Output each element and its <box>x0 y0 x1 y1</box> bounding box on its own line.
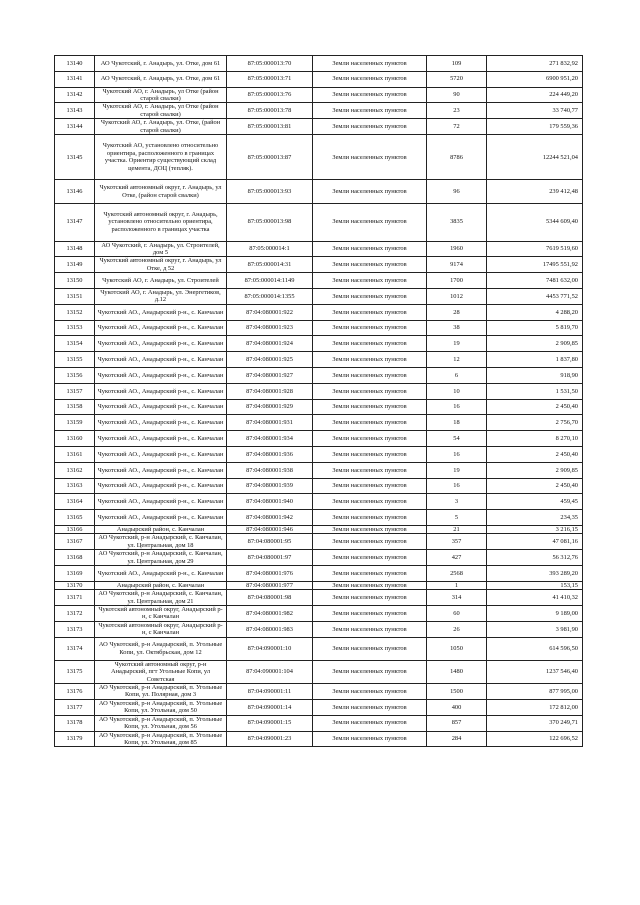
cadastral-number-cell: 87:04:090001:11 <box>227 684 313 700</box>
address-cell: Чукотский АО, г. Анадырь, ул Отке (район старой свалки) <box>95 87 227 103</box>
cadastral-value-cell: 1 837,80 <box>487 352 583 368</box>
address-cell: АО Чукотский, р-н Анадырский, п. Угольные Копи, ул. Угольная, дом 50 <box>95 699 227 715</box>
land-category-cell: Земли населенных пунктов <box>313 71 427 87</box>
table-row <box>55 431 583 447</box>
land-category-cell: Земли населенных пунктов <box>313 289 427 305</box>
table-row <box>55 399 583 415</box>
table-row <box>55 526 583 534</box>
area-cell: 21 <box>427 526 487 534</box>
table-row <box>55 684 583 700</box>
address-cell: Чукотский АО, г. Анадырь, ул Отке (район старой свалки) <box>95 103 227 119</box>
table-row <box>55 304 583 320</box>
cadastral-number-cell: 87:04:090001:14 <box>227 699 313 715</box>
cadastral-number-cell: 87:04:080001:977 <box>227 581 313 589</box>
cadastral-number-cell: 87:05:000013:70 <box>227 56 313 72</box>
row-number: 13170 <box>55 581 95 589</box>
cadastral-number-cell: 87:04:080001:939 <box>227 478 313 494</box>
table-row <box>55 606 583 622</box>
area-cell: 19 <box>427 336 487 352</box>
row-number: 13175 <box>55 660 95 683</box>
row-number: 13144 <box>55 119 95 135</box>
cadastral-value-cell: 47 081,16 <box>487 534 583 550</box>
cadastral-number-cell: 87:04:080001:95 <box>227 534 313 550</box>
address-cell: АО Чукотский, р-н Анадырский, п. Угольные Копи, ул. Угольная, дом 85 <box>95 731 227 747</box>
land-category-cell: Земли населенных пунктов <box>313 203 427 241</box>
area-cell: 6 <box>427 368 487 384</box>
table-row <box>55 241 583 257</box>
row-number: 13176 <box>55 684 95 700</box>
table-row <box>55 289 583 305</box>
cadastral-number-cell: 87:05:000013:78 <box>227 103 313 119</box>
cadastral-number-cell: 87:05:000013:81 <box>227 119 313 135</box>
land-category-cell: Земли населенных пунктов <box>313 637 427 660</box>
area-cell: 26 <box>427 621 487 637</box>
cadastral-value-cell: 877 995,00 <box>487 684 583 700</box>
cadastral-value-cell: 459,45 <box>487 494 583 510</box>
area-cell: 3 <box>427 494 487 510</box>
land-category-cell: Земли населенных пунктов <box>313 257 427 273</box>
cadastral-number-cell: 87:04:080001:924 <box>227 336 313 352</box>
cadastral-value-cell: 8 270,10 <box>487 431 583 447</box>
table-row <box>55 119 583 135</box>
table-row <box>55 383 583 399</box>
row-number: 13168 <box>55 550 95 566</box>
cadastral-value-cell: 17495 551,92 <box>487 257 583 273</box>
table-row <box>55 566 583 582</box>
cadastral-number-cell: 87:04:080001:923 <box>227 320 313 336</box>
address-cell: Чукотский АО., Анадырский р-н., с. Канчалан <box>95 447 227 463</box>
address-cell: Чукотский АО., Анадырский р-н., с. Канчалан <box>95 415 227 431</box>
cadastral-value-cell: 3 216,15 <box>487 526 583 534</box>
cadastral-number-cell: 87:04:080001:98 <box>227 590 313 606</box>
land-category-cell: Земли населенных пунктов <box>313 621 427 637</box>
land-category-cell: Земли населенных пунктов <box>313 550 427 566</box>
land-category-cell: Земли населенных пунктов <box>313 304 427 320</box>
table-row <box>55 510 583 526</box>
land-category-cell: Земли населенных пунктов <box>313 135 427 180</box>
cadastral-value-cell: 2 450,40 <box>487 478 583 494</box>
cadastral-number-cell: 87:04:090001:104 <box>227 660 313 683</box>
cadastral-value-cell: 393 289,20 <box>487 566 583 582</box>
cadastral-value-cell: 239 412,48 <box>487 180 583 203</box>
address-cell: АО Чукотский, г. Анадырь, ул. Отке, дом 61 <box>95 56 227 72</box>
cadastral-value-cell: 271 832,92 <box>487 56 583 72</box>
row-number: 13147 <box>55 203 95 241</box>
area-cell: 3835 <box>427 203 487 241</box>
area-cell: 1500 <box>427 684 487 700</box>
address-cell: Чукотский АО., Анадырский р-н., с. Канчалан <box>95 320 227 336</box>
table-row <box>55 273 583 289</box>
land-category-cell: Земли населенных пунктов <box>313 273 427 289</box>
land-category-cell: Земли населенных пунктов <box>313 606 427 622</box>
land-category-cell: Земли населенных пунктов <box>313 715 427 731</box>
cadastral-value-cell: 179 559,36 <box>487 119 583 135</box>
address-cell: Чукотский АО., Анадырский р-н., с. Канчалан <box>95 336 227 352</box>
table-row <box>55 581 583 589</box>
area-cell: 857 <box>427 715 487 731</box>
cadastral-number-cell: 87:04:080001:942 <box>227 510 313 526</box>
address-cell: Чукотский АО, г. Анадырь, ул. Отке, (район старой свалки) <box>95 119 227 135</box>
address-cell: Чукотский автономный округ, г. Анадырь, ул Отке, д 52 <box>95 257 227 273</box>
cadastral-value-cell: 2 450,40 <box>487 399 583 415</box>
table-row <box>55 447 583 463</box>
cadastral-value-cell: 7481 632,00 <box>487 273 583 289</box>
row-number: 13151 <box>55 289 95 305</box>
cadastral-value-cell: 9 189,00 <box>487 606 583 622</box>
address-cell: Чукотский автономный округ, Анадырский р-н, с Канчалан <box>95 621 227 637</box>
area-cell: 400 <box>427 699 487 715</box>
row-number: 13140 <box>55 56 95 72</box>
row-number: 13159 <box>55 415 95 431</box>
row-number: 13179 <box>55 731 95 747</box>
land-category-cell: Земли населенных пунктов <box>313 399 427 415</box>
area-cell: 284 <box>427 731 487 747</box>
cadastral-value-cell: 12244 521,04 <box>487 135 583 180</box>
area-cell: 90 <box>427 87 487 103</box>
table-row <box>55 56 583 72</box>
area-cell: 54 <box>427 431 487 447</box>
row-number: 13142 <box>55 87 95 103</box>
cadastral-number-cell: 87:04:090001:10 <box>227 637 313 660</box>
area-cell: 23 <box>427 103 487 119</box>
row-number: 13171 <box>55 590 95 606</box>
area-cell: 5 <box>427 510 487 526</box>
table-row <box>55 336 583 352</box>
cadastral-number-cell: 87:04:080001:976 <box>227 566 313 582</box>
address-cell: Чукотский автономный округ, Анадырский р-н, с Канчалан <box>95 606 227 622</box>
cadastral-value-cell: 2 909,85 <box>487 336 583 352</box>
cadastral-number-cell: 87:05:000014:1355 <box>227 289 313 305</box>
area-cell: 1960 <box>427 241 487 257</box>
area-cell: 1050 <box>427 637 487 660</box>
area-cell: 16 <box>427 478 487 494</box>
address-cell: Чукотский АО., Анадырский р-н., с. Канчалан <box>95 352 227 368</box>
land-category-cell: Земли населенных пунктов <box>313 699 427 715</box>
table-row <box>55 180 583 203</box>
row-number: 13156 <box>55 368 95 384</box>
cadastral-value-cell: 4 288,20 <box>487 304 583 320</box>
cadastral-value-cell: 122 696,52 <box>487 731 583 747</box>
cadastral-number-cell: 87:04:080001:983 <box>227 621 313 637</box>
area-cell: 427 <box>427 550 487 566</box>
land-category-cell: Земли населенных пунктов <box>313 368 427 384</box>
table-row <box>55 320 583 336</box>
row-number: 13141 <box>55 71 95 87</box>
cadastral-value-cell: 33 740,77 <box>487 103 583 119</box>
table-row <box>55 368 583 384</box>
row-number: 13177 <box>55 699 95 715</box>
cadastral-value-cell: 2 756,70 <box>487 415 583 431</box>
cadastral-number-cell: 87:05:000014:1149 <box>227 273 313 289</box>
land-category-cell: Земли населенных пунктов <box>313 581 427 589</box>
area-cell: 28 <box>427 304 487 320</box>
land-category-cell: Земли населенных пунктов <box>313 447 427 463</box>
table-row <box>55 87 583 103</box>
table-row <box>55 534 583 550</box>
row-number: 13143 <box>55 103 95 119</box>
table-row <box>55 415 583 431</box>
cadastral-value-cell: 1237 546,40 <box>487 660 583 683</box>
land-category-cell: Земли населенных пунктов <box>313 590 427 606</box>
address-cell: Чукотский АО., Анадырский р-н., с. Канчалан <box>95 494 227 510</box>
address-cell: АО Чукотский, р-н Анадырский, п. Угольные Копи, ул. Октябрьская, дом 12 <box>95 637 227 660</box>
row-number: 13150 <box>55 273 95 289</box>
land-category-cell: Земли населенных пунктов <box>313 336 427 352</box>
cadastral-number-cell: 87:04:080001:922 <box>227 304 313 320</box>
row-number: 13146 <box>55 180 95 203</box>
row-number: 13165 <box>55 510 95 526</box>
cadastral-value-cell: 6900 951,20 <box>487 71 583 87</box>
row-number: 13148 <box>55 241 95 257</box>
land-category-cell: Земли населенных пунктов <box>313 119 427 135</box>
table-row <box>55 478 583 494</box>
table-row <box>55 715 583 731</box>
cadastral-value-cell: 56 312,76 <box>487 550 583 566</box>
row-number: 13157 <box>55 383 95 399</box>
cadastral-number-cell: 87:04:080001:982 <box>227 606 313 622</box>
cadastral-number-cell: 87:05:000013:98 <box>227 203 313 241</box>
row-number: 13167 <box>55 534 95 550</box>
land-category-cell: Земли населенных пунктов <box>313 478 427 494</box>
address-cell: АО Чукотский, р-н Анадырский, с. Канчалан, ул. Центральная, дом 18 <box>95 534 227 550</box>
table-row <box>55 257 583 273</box>
area-cell: 16 <box>427 399 487 415</box>
table-row <box>55 637 583 660</box>
land-category-cell: Земли населенных пунктов <box>313 180 427 203</box>
cadastral-value-cell: 153,15 <box>487 581 583 589</box>
cadastral-value-cell: 234,35 <box>487 510 583 526</box>
area-cell: 10 <box>427 383 487 399</box>
row-number: 13164 <box>55 494 95 510</box>
cadastral-number-cell: 87:04:090001:23 <box>227 731 313 747</box>
area-cell: 1480 <box>427 660 487 683</box>
cadastral-number-cell: 87:04:080001:936 <box>227 447 313 463</box>
area-cell: 8786 <box>427 135 487 180</box>
area-cell: 18 <box>427 415 487 431</box>
address-cell: Чукотский АО., Анадырский р-н., с. Канчалан <box>95 383 227 399</box>
cadastral-number-cell: 87:04:080001:925 <box>227 352 313 368</box>
cadastral-number-cell: 87:05:000013:76 <box>227 87 313 103</box>
address-cell: Чукотский АО., Анадырский р-н., с. Канчалан <box>95 566 227 582</box>
land-category-cell: Земли населенных пунктов <box>313 462 427 478</box>
cadastral-value-cell: 2 450,40 <box>487 447 583 463</box>
address-cell: АО Чукотский, г. Анадырь, ул. Строителей, дом 5 <box>95 241 227 257</box>
area-cell: 19 <box>427 462 487 478</box>
table-row <box>55 135 583 180</box>
row-number: 13154 <box>55 336 95 352</box>
address-cell: Чукотский АО., Анадырский р-н., с. Канчалан <box>95 431 227 447</box>
land-category-cell: Земли населенных пунктов <box>313 87 427 103</box>
land-category-cell: Земли населенных пунктов <box>313 566 427 582</box>
address-cell: Чукотский АО, г. Анадырь, ул. Энергетиков, д.12 <box>95 289 227 305</box>
area-cell: 1700 <box>427 273 487 289</box>
row-number: 13162 <box>55 462 95 478</box>
land-category-cell: Земли населенных пунктов <box>313 684 427 700</box>
land-category-cell: Земли населенных пунктов <box>313 241 427 257</box>
land-category-cell: Земли населенных пунктов <box>313 320 427 336</box>
cadastral-number-cell: 87:05:000014:31 <box>227 257 313 273</box>
row-number: 13166 <box>55 526 95 534</box>
table-row <box>55 203 583 241</box>
area-cell: 2568 <box>427 566 487 582</box>
table-row <box>55 590 583 606</box>
cadastral-value-cell: 1 531,50 <box>487 383 583 399</box>
area-cell: 5720 <box>427 71 487 87</box>
land-category-cell: Земли населенных пунктов <box>313 56 427 72</box>
cadastral-value-cell: 224 449,20 <box>487 87 583 103</box>
land-category-cell: Земли населенных пунктов <box>313 103 427 119</box>
cadastral-value-cell: 918,90 <box>487 368 583 384</box>
table-row <box>55 462 583 478</box>
address-cell: Чукотский АО., Анадырский р-н., с. Канчалан <box>95 304 227 320</box>
cadastral-number-cell: 87:04:080001:938 <box>227 462 313 478</box>
table-body <box>55 56 583 747</box>
address-cell: Анадырский район, с. Канчалан <box>95 526 227 534</box>
row-number: 13160 <box>55 431 95 447</box>
area-cell: 314 <box>427 590 487 606</box>
cadastral-number-cell: 87:05:000013:71 <box>227 71 313 87</box>
area-cell: 1012 <box>427 289 487 305</box>
area-cell: 9174 <box>427 257 487 273</box>
row-number: 13163 <box>55 478 95 494</box>
cadastral-number-cell: 87:04:080001:927 <box>227 368 313 384</box>
area-cell: 16 <box>427 447 487 463</box>
cadastral-value-cell: 3 981,90 <box>487 621 583 637</box>
cadastral-number-cell: 87:05:000013:87 <box>227 135 313 180</box>
area-cell: 357 <box>427 534 487 550</box>
land-category-cell: Земли населенных пунктов <box>313 510 427 526</box>
cadastral-value-cell: 614 596,50 <box>487 637 583 660</box>
table-row <box>55 71 583 87</box>
address-cell: Анадырский район, с. Канчалан <box>95 581 227 589</box>
address-cell: Чукотский АО., Анадырский р-н., с. Канчалан <box>95 399 227 415</box>
table-row <box>55 550 583 566</box>
address-cell: Чукотский АО, г. Анадырь, ул. Строителей <box>95 273 227 289</box>
table-row <box>55 660 583 683</box>
area-cell: 96 <box>427 180 487 203</box>
cadastral-value-cell: 41 410,32 <box>487 590 583 606</box>
address-cell: Чукотский автономный округ, г. Анадырь, установлено относительно ориентира, расположенного в границах участка <box>95 203 227 241</box>
row-number: 13173 <box>55 621 95 637</box>
address-cell: Чукотский АО., Анадырский р-н., с. Канчалан <box>95 478 227 494</box>
address-cell: Чукотский АО., Анадырский р-н., с. Канчалан <box>95 510 227 526</box>
address-cell: Чукотский автономный округ, р-н Анадырский, пгт Угольные Копи, ул Советская <box>95 660 227 683</box>
land-category-cell: Земли населенных пунктов <box>313 494 427 510</box>
land-category-cell: Земли населенных пунктов <box>313 660 427 683</box>
address-cell: АО Чукотский, р-н Анадырский, п. Угольные Копи, ул. Полярная, дом 3 <box>95 684 227 700</box>
cadastral-number-cell: 87:04:080001:97 <box>227 550 313 566</box>
row-number: 13145 <box>55 135 95 180</box>
table-row <box>55 621 583 637</box>
area-cell: 12 <box>427 352 487 368</box>
land-category-cell: Земли населенных пунктов <box>313 415 427 431</box>
address-cell: АО Чукотский, г. Анадырь, ул. Отке, дом 61 <box>95 71 227 87</box>
address-cell: АО Чукотский, р-н Анадырский, п. Угольные Копи, ул. Угольная, дом 56 <box>95 715 227 731</box>
cadastral-value-cell: 370 249,71 <box>487 715 583 731</box>
row-number: 13149 <box>55 257 95 273</box>
cadastral-number-cell: 87:04:080001:940 <box>227 494 313 510</box>
row-number: 13169 <box>55 566 95 582</box>
cadastral-number-cell: 87:04:080001:931 <box>227 415 313 431</box>
land-category-cell: Земли населенных пунктов <box>313 526 427 534</box>
table-row <box>55 103 583 119</box>
cadastral-value-cell: 5344 609,40 <box>487 203 583 241</box>
land-category-cell: Земли населенных пунктов <box>313 534 427 550</box>
cadastral-value-cell: 5 819,70 <box>487 320 583 336</box>
address-cell: АО Чукотский, р-н Анадырский, с. Канчалан, ул. Центральная, дом 29 <box>95 550 227 566</box>
cadastral-number-cell: 87:04:080001:929 <box>227 399 313 415</box>
address-cell: Чукотский автономный округ, г. Анадырь, ул Отке, (район старой свалки) <box>95 180 227 203</box>
land-category-cell: Земли населенных пунктов <box>313 352 427 368</box>
cadastral-number-cell: 87:04:080001:934 <box>227 431 313 447</box>
row-number: 13153 <box>55 320 95 336</box>
table-row <box>55 494 583 510</box>
address-cell: Чукотский АО, установлено относительно ориентира, расположенного в границах участка. Ориентир существующий склад цемента, ДОЦ (тепляк). <box>95 135 227 180</box>
cadastral-value-cell: 4453 771,52 <box>487 289 583 305</box>
table-row <box>55 352 583 368</box>
land-category-cell: Земли населенных пунктов <box>313 383 427 399</box>
cadastral-number-cell: 87:05:000014:1 <box>227 241 313 257</box>
row-number: 13174 <box>55 637 95 660</box>
land-category-cell: Земли населенных пунктов <box>313 731 427 747</box>
area-cell: 72 <box>427 119 487 135</box>
land-category-cell: Земли населенных пунктов <box>313 431 427 447</box>
cadastral-value-cell: 172 812,00 <box>487 699 583 715</box>
cadastral-number-cell: 87:04:090001:15 <box>227 715 313 731</box>
cadastral-table <box>54 55 583 747</box>
row-number: 13178 <box>55 715 95 731</box>
cadastral-value-cell: 7619 519,60 <box>487 241 583 257</box>
cadastral-number-cell: 87:05:000013:93 <box>227 180 313 203</box>
address-cell: Чукотский АО., Анадырский р-н., с. Канчалан <box>95 368 227 384</box>
table-row <box>55 731 583 747</box>
row-number: 13172 <box>55 606 95 622</box>
row-number: 13158 <box>55 399 95 415</box>
row-number: 13155 <box>55 352 95 368</box>
area-cell: 60 <box>427 606 487 622</box>
cadastral-number-cell: 87:04:080001:928 <box>227 383 313 399</box>
row-number: 13152 <box>55 304 95 320</box>
table-row <box>55 699 583 715</box>
area-cell: 109 <box>427 56 487 72</box>
cadastral-value-cell: 2 909,85 <box>487 462 583 478</box>
area-cell: 38 <box>427 320 487 336</box>
area-cell: 1 <box>427 581 487 589</box>
row-number: 13161 <box>55 447 95 463</box>
address-cell: Чукотский АО., Анадырский р-н., с. Канчалан <box>95 462 227 478</box>
cadastral-number-cell: 87:04:080001:946 <box>227 526 313 534</box>
address-cell: АО Чукотский, р-н Анадырский, с. Канчалан, ул. Центральная, дом 21 <box>95 590 227 606</box>
